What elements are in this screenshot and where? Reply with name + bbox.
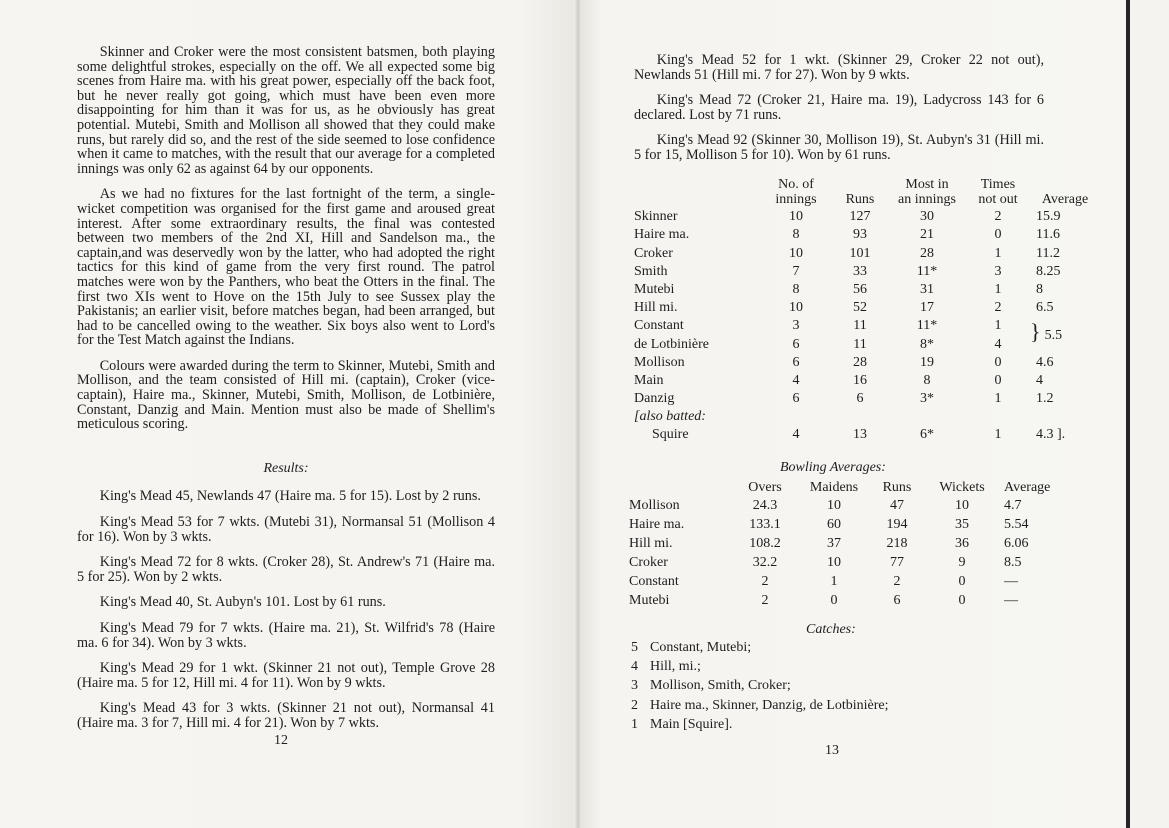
average-cell: 8 xyxy=(1036,281,1043,297)
not-out-cell: 1 xyxy=(994,318,1002,334)
book-gutter xyxy=(574,0,582,828)
table-row xyxy=(629,552,1064,571)
table-row xyxy=(634,207,1094,225)
most-cell: 31 xyxy=(920,281,934,297)
runs-cell: 127 xyxy=(849,209,871,225)
paragraph: Colours were awarded during the term to Skinner, Mutebi, Smith and Mollison, and the team consisted of Hill mi. (captain), Croker (vice-captain), Haire ma., Skinner, Mutebi, Smith, Mollison, de Lotbinière, Constant, Danzig and Main. Mention must also be made of Shellim's meticulous scoring. xyxy=(77,357,495,433)
overs-cell: 2 xyxy=(761,593,769,608)
average-cell: 11.2 xyxy=(1036,245,1060,261)
batsman-name: Croker xyxy=(634,245,673,261)
wickets-cell: 35 xyxy=(955,517,969,532)
table-row xyxy=(634,389,1094,407)
maidens-cell: 37 xyxy=(827,536,841,551)
runs-cell: 11 xyxy=(853,318,867,334)
innings-cell: 10 xyxy=(789,245,803,261)
runs-cell: 101 xyxy=(849,245,871,261)
average-cell: 8.5 xyxy=(1004,555,1022,570)
table-row xyxy=(634,316,1094,334)
batsman-name: Skinner xyxy=(634,209,678,225)
catch-names: Main [Squire]. xyxy=(650,716,733,732)
catch-count: 1 xyxy=(631,716,638,732)
match-result: King's Mead 52 for 1 wkt. (Skinner 29, Croker 22 not out), Newlands 51 (Hill mi. 7 for 27). Won by 9 wkts. xyxy=(634,52,1044,83)
runs-cell: 194 xyxy=(886,517,908,532)
maidens-cell: 10 xyxy=(827,498,841,513)
not-out-cell: 0 xyxy=(994,354,1002,370)
table-row xyxy=(634,371,1094,389)
runs-cell: 218 xyxy=(886,536,908,551)
innings-cell: 3 xyxy=(792,318,800,334)
catch-names: Haire ma., Skinner, Danzig, de Lotbinière; xyxy=(650,697,889,713)
batting-averages-table xyxy=(634,177,1094,443)
most-cell: 11* xyxy=(916,318,938,334)
header-runs: Runs xyxy=(882,480,912,495)
innings-cell: 4 xyxy=(792,372,800,388)
catches-title: Catches: xyxy=(806,622,856,637)
not-out-cell: 1 xyxy=(994,245,1002,261)
match-result: King's Mead 79 for 7 wkts. (Haire ma. 21), St. Wilfrid's 78 (Haire ma. 6 for 34). Won by 3 wkts. xyxy=(77,620,495,651)
table-row xyxy=(629,533,1064,552)
match-result: King's Mead 72 (Croker 21, Haire ma. 19), Ladycross 143 for 6 declared. Lost by 71 runs. xyxy=(634,92,1044,123)
table-row xyxy=(634,280,1094,298)
innings-cell: 8 xyxy=(792,227,800,243)
average-cell: 6.06 xyxy=(1004,536,1029,551)
bowler-name: Mollison xyxy=(629,498,680,513)
average-cell: 4.6 xyxy=(1036,354,1054,370)
header-most: Most in an innings xyxy=(898,177,956,207)
header-runs: Runs xyxy=(845,192,875,207)
header-average: Average xyxy=(1041,192,1089,207)
wickets-cell: 10 xyxy=(955,498,969,513)
wickets-cell: 0 xyxy=(958,593,966,608)
header-maidens: Maidens xyxy=(809,480,859,495)
runs-cell: 16 xyxy=(853,372,867,388)
innings-cell: 6 xyxy=(792,391,800,407)
average-cell: 15.9 xyxy=(1036,209,1061,225)
catch-names: Mollison, Smith, Croker; xyxy=(650,678,791,694)
table-row xyxy=(629,495,1064,514)
bowling-averages-table xyxy=(629,481,1064,609)
paragraph: Skinner and Croker were the most consistent batsmen, both playing some delightful strokes, especially on the off. We all expected some big scenes from Haire ma. with his great power, especially off the back foot, but he never really got going, which must have been even more disappointing for him than it was for us, as he obviously has great potential. Mutebi, Smith and Mollison all showed that they could make runs, but rarely did so, and the rest of the side seemed to lose confidence when it came to matches, with the result that our average for a completed innings was only 62 as against 64 by our opponents. xyxy=(77,44,495,177)
overs-cell: 133.1 xyxy=(749,517,781,532)
overs-cell: 32.2 xyxy=(752,555,778,570)
most-cell: 17 xyxy=(920,300,934,316)
innings-cell: 8 xyxy=(792,281,800,297)
table-row xyxy=(634,225,1094,243)
not-out-cell: 0 xyxy=(994,227,1002,243)
catch-count: 4 xyxy=(631,659,638,675)
header-wickets: Wickets xyxy=(939,480,985,495)
catch-count: 5 xyxy=(631,640,638,655)
most-cell: 28 xyxy=(920,245,934,261)
list-item xyxy=(631,657,889,676)
runs-cell: 77 xyxy=(890,555,904,570)
match-result: King's Mead 92 (Skinner 30, Mollison 19), St. Aubyn's 31 (Hill mi. 5 for 15, Mollison 5 for 10). Won by 61 runs. xyxy=(634,132,1044,163)
page-number-right: 13 xyxy=(825,743,839,758)
header-not-out: Times not out xyxy=(978,177,1018,207)
most-cell: 3* xyxy=(920,391,934,407)
also-batted-label: [also batted: xyxy=(634,409,706,425)
catch-names: Constant, Mutebi; xyxy=(650,640,752,655)
most-cell: 11* xyxy=(916,263,938,279)
header-innings: No. of innings xyxy=(775,177,817,207)
average-cell: — xyxy=(1004,574,1018,589)
batsman-name: Smith xyxy=(634,263,668,279)
batsman-name: Hill mi. xyxy=(634,300,678,316)
batsman-name: Main xyxy=(634,372,664,388)
innings-cell: 10 xyxy=(789,300,803,316)
match-result: King's Mead 40, St. Aubyn's 101. Lost by 61 runs. xyxy=(99,594,386,611)
catch-count: 2 xyxy=(631,697,638,713)
table-row xyxy=(629,571,1064,590)
innings-cell: 7 xyxy=(792,263,800,279)
maidens-cell: 10 xyxy=(827,555,841,570)
not-out-cell: 3 xyxy=(994,263,1002,279)
overs-cell: 24.3 xyxy=(752,498,778,513)
average-value: 5.5 xyxy=(1044,327,1063,343)
match-result: King's Mead 72 for 8 wkts. (Croker 28), St. Andrew's 71 (Haire ma. 5 for 25). Won by 2 wkts. xyxy=(77,554,495,585)
table-row xyxy=(634,262,1094,280)
bowler-name: Constant xyxy=(629,574,679,589)
runs-cell: 11 xyxy=(853,336,867,352)
average-cell: 1.2 xyxy=(1036,391,1054,407)
match-result: King's Mead 29 for 1 wkt. (Skinner 21 not out), Temple Grove 28 (Haire ma. 5 for 12, Hill mi. 4 for 11). Won by 9 wkts. xyxy=(77,660,495,691)
match-result: King's Mead 43 for 3 wkts. (Skinner 21 not out), Normansal 41 (Haire ma. 3 for 7, Hill mi. 4 for 21). Won by 7 wkts. xyxy=(77,700,495,731)
runs-cell: 52 xyxy=(853,300,867,316)
runs-cell: 2 xyxy=(893,574,901,589)
runs-cell: 56 xyxy=(853,281,867,297)
batsman-name: Haire ma. xyxy=(634,227,690,243)
table-row xyxy=(629,590,1064,609)
average-cell: 11.6 xyxy=(1036,227,1060,243)
batsman-name: Mutebi xyxy=(634,281,675,297)
bowler-name: Croker xyxy=(629,555,668,570)
runs-cell: 33 xyxy=(853,263,867,279)
not-out-cell: 1 xyxy=(994,391,1002,407)
not-out-cell: 4 xyxy=(994,336,1002,352)
most-cell: 30 xyxy=(920,209,934,225)
runs-cell: 6 xyxy=(856,391,864,407)
runs-cell: 47 xyxy=(890,498,904,513)
right-page-column xyxy=(634,53,1044,174)
most-cell: 19 xyxy=(920,354,934,370)
table-row xyxy=(629,514,1064,533)
table-row xyxy=(634,334,1094,352)
not-out-cell: 1 xyxy=(994,281,1002,297)
bowler-name: Mutebi xyxy=(629,593,670,608)
average-cell xyxy=(1028,316,1094,352)
table-row: Squire 4 13 6* 1 4.3 ]. xyxy=(652,427,1066,443)
catch-names: Hill, mi.; xyxy=(650,659,701,675)
average-cell: 6.5 xyxy=(1036,300,1054,316)
batsman-name: Mollison xyxy=(634,354,685,370)
results-heading: Results: xyxy=(263,460,309,476)
innings-cell: 10 xyxy=(789,209,803,225)
header-overs: Overs xyxy=(748,480,782,495)
header-average: Average xyxy=(1004,480,1051,495)
overs-cell: 2 xyxy=(761,574,769,589)
list-item xyxy=(631,676,889,695)
batsman-name: Constant xyxy=(634,318,684,334)
runs-cell: 6 xyxy=(893,593,901,608)
bowler-name: Haire ma. xyxy=(629,517,685,532)
bowler-name: Hill mi. xyxy=(629,536,673,551)
batsman-name: de Lotbinière xyxy=(634,336,710,352)
most-cell: 8* xyxy=(920,336,934,352)
batting-header-row xyxy=(634,177,1094,207)
not-out-cell: 2 xyxy=(994,300,1002,316)
table-row xyxy=(634,298,1094,316)
average-cell: 4.7 xyxy=(1004,498,1022,513)
maidens-cell: 1 xyxy=(830,574,838,589)
paragraph: As we had no fixtures for the last fortnight of the term, a single-wicket competition was organised for the first game and aroused great interest. After some extraordinary results, the final was contested between two members of the 2nd XI, Hill and Sandelson ma., the captain,and was deservedly won by the latter, who had adopted the right tactics for this kind of game from the very first round. The patrol matches were won by the Panthers, who beat the Otters in the final. The first two XIs went to Hove on the 15th July to see Sussex play the Pakistanis; an earlier visit, before matches began, had been arranged, but had to be cancelled owing to the weather. Six boys also went to Lord's for the Test Match against the Indians. xyxy=(77,186,495,349)
table-row xyxy=(634,353,1094,371)
runs-cell: 28 xyxy=(853,354,867,370)
bowling-header-row xyxy=(629,481,1064,495)
table-row xyxy=(634,243,1094,261)
list-item xyxy=(631,638,889,657)
left-page-column xyxy=(77,45,495,742)
average-cell: 4 xyxy=(1036,372,1043,388)
bowling-averages-title: Bowling Averages: xyxy=(780,460,886,475)
wickets-cell: 0 xyxy=(958,574,966,589)
not-out-cell: 0 xyxy=(994,372,1002,388)
page-edge-margin xyxy=(1130,0,1169,828)
not-out-cell: 2 xyxy=(994,209,1002,225)
most-cell: 21 xyxy=(920,227,934,243)
also-batted-label-row xyxy=(634,407,1094,425)
match-result: King's Mead 53 for 7 wkts. (Mutebi 31), Normansal 51 (Mollison 4 for 16). Won by 3 wkts. xyxy=(77,514,495,545)
page-number-left: 12 xyxy=(274,733,288,748)
wickets-cell: 36 xyxy=(955,536,969,551)
maidens-cell: 0 xyxy=(830,593,838,608)
average-cell: — xyxy=(1004,593,1018,608)
wickets-cell: 9 xyxy=(958,555,966,570)
catch-count: 3 xyxy=(631,678,638,694)
average-cell: 5.54 xyxy=(1004,517,1029,532)
list-item xyxy=(631,696,889,715)
match-result: King's Mead 45, Newlands 47 (Haire ma. 5 for 15). Lost by 2 runs. xyxy=(99,488,481,505)
list-item xyxy=(631,715,889,734)
catches-list xyxy=(631,638,889,734)
overs-cell: 108.2 xyxy=(749,536,781,551)
runs-cell: 93 xyxy=(853,227,867,243)
most-cell: 8 xyxy=(923,372,931,388)
average-cell: 8.25 xyxy=(1036,263,1061,279)
innings-cell: 6 xyxy=(792,354,800,370)
batsman-name: Danzig xyxy=(634,391,675,407)
innings-cell: 6 xyxy=(792,336,800,352)
maidens-cell: 60 xyxy=(827,517,841,532)
brace-mark: } xyxy=(1030,318,1041,344)
